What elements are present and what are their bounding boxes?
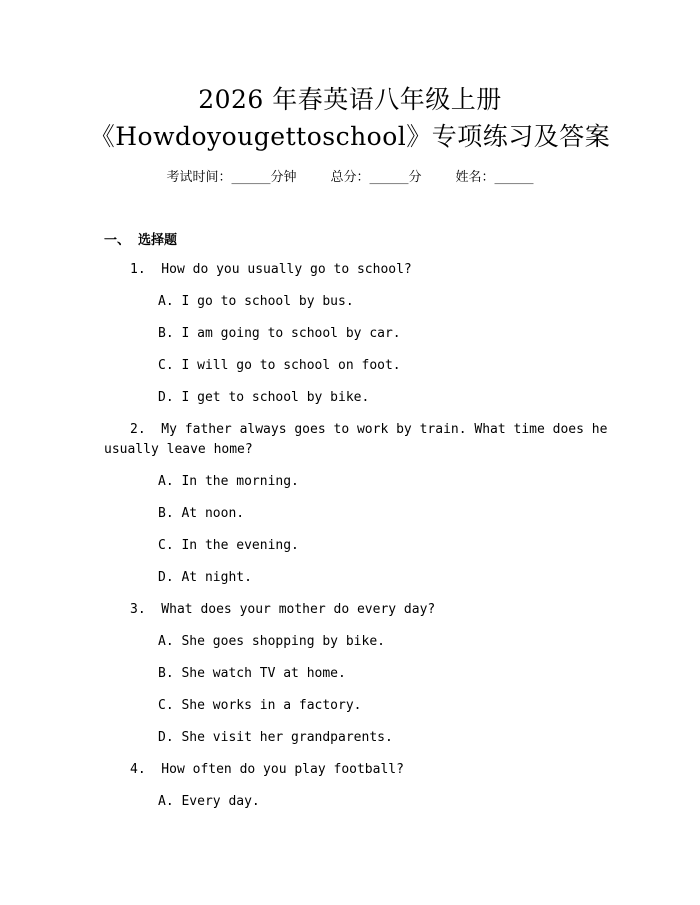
title-line-1: 2026 年春英语八年级上册: [198, 85, 502, 114]
student-name-label: 姓名：______: [455, 170, 534, 185]
question-3-option-d: D. She visit her grandparents.: [158, 730, 393, 745]
question-1-option-c: C. I will go to school on foot.: [158, 358, 401, 373]
question-2-option-d: D. At night.: [158, 570, 252, 585]
question-2: 2. My father always goes to work by train. What time does he: [130, 422, 608, 437]
section-heading: [104, 229, 177, 248]
question-2-option-a: A. In the morning.: [158, 474, 299, 489]
question-2-option-c: C. In the evening.: [158, 538, 299, 553]
total-score-label: 总分：______分: [330, 170, 422, 185]
question-3: 3. What does your mother do every day?: [130, 602, 436, 617]
question-3-option-c: C. She works in a factory.: [158, 698, 362, 713]
question-1: 1. How do you usually go to school?: [130, 262, 412, 277]
question-1-option-b: B. I am going to school by car.: [158, 326, 401, 341]
exam-time-label: 考试时间：______分钟: [166, 170, 297, 185]
question-3-option-a: A. She goes shopping by bike.: [158, 634, 385, 649]
question-2-continuation: usually leave home?: [104, 442, 253, 457]
question-2-option-b: B. At noon.: [158, 506, 245, 521]
section-title: 选择题: [138, 233, 178, 248]
section-number: 一、: [104, 233, 131, 248]
exam-meta: [0, 168, 700, 188]
question-4: 4. How often do you play football?: [130, 762, 404, 777]
question-1-option-d: D. I get to school by bike.: [158, 390, 370, 405]
question-1-option-a: A. I go to school by bus.: [158, 294, 354, 309]
title-line-2: 《Howdoyougettoschool》专项练习及答案: [89, 122, 611, 151]
question-4-option-a: A. Every day.: [158, 794, 260, 809]
question-3-option-b: B. She watch TV at home.: [158, 666, 346, 681]
